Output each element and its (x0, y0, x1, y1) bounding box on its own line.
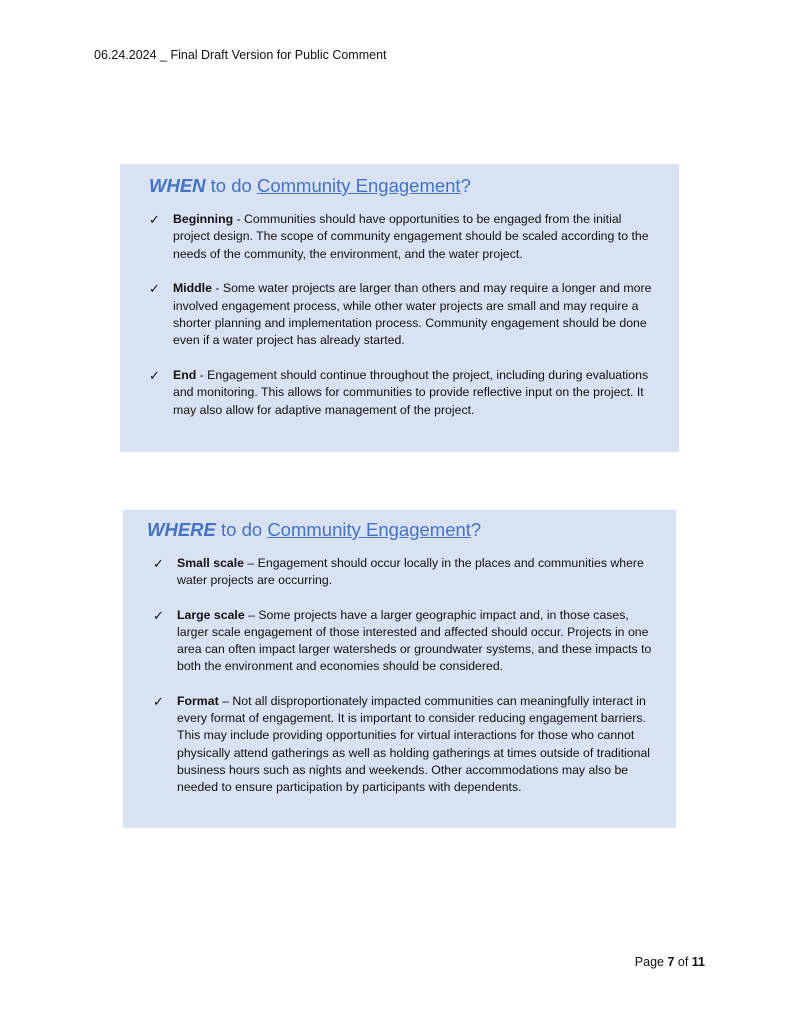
list-item-middle: ✓ Middle - Some water projects are larger than others and may require a longer and more involved engagement process, while other water projects are small and may require a shorter planning and implementation process. Community engagement should be done even if a water project has already started. (149, 281, 652, 348)
where-engagement-box (123, 510, 676, 828)
checkmark-icon: ✓ (153, 693, 164, 709)
page-number: Page 7 of 11 (634, 955, 705, 969)
where-box-title: WHERE to do Community Engagement? (147, 519, 482, 540)
checkmark-icon: ✓ (149, 368, 160, 384)
checkmark-icon: ✓ (153, 556, 164, 571)
when-box-title: WHEN to do Community Engagement? (149, 175, 471, 196)
checkmark-icon: ✓ (149, 212, 160, 227)
list-item-end: ✓ End - Engagement should continue throughout the project, including during evaluations and monitoring. This allows for communities to provide reflective input on the project. It may also allow for adaptive management of the project. (149, 368, 649, 417)
list-item-format: ✓ Format – Not all disproportionately impacted communities can meaningfully interact in every format of engagement. It is important to consider reducing engagement barriers. This may include providing opportunities for virtual interactions for those who cannot physically attend gatherings as well as holding gatherings at times outside of traditional business hours such as nights and weekends. Other accommodations may also be needed to ensure participation by participants with dependents. (153, 693, 651, 795)
when-engagement-box (120, 164, 679, 452)
community-engagement-link[interactable]: Community Engagement (267, 519, 471, 540)
checkmark-icon: ✓ (153, 607, 164, 623)
list-item-large-scale: ✓ Large scale – Some projects have a larger geographic impact and, in those cases, larger scale engagement of those interested and affected should occur. Projects in one area can often impact larger watersheds or groundwater systems, and these impacts to both the environment and economies should be considered. (153, 607, 652, 674)
checkmark-icon: ✓ (149, 281, 160, 297)
community-engagement-link[interactable]: Community Engagement (256, 175, 461, 196)
list-item-beginning: ✓ Beginning - Communities should have opportunities to be engaged from the initial project design. The scope of community engagement should be scaled according to the needs of the community, the environment, and the water project. (149, 212, 649, 261)
list-item-small-scale: ✓ Small scale – Engagement should occur locally in the places and communities where water projects are occurring. (153, 556, 644, 588)
document-header: 06.24.2024 _ Final Draft Version for Public Comment (94, 48, 387, 62)
